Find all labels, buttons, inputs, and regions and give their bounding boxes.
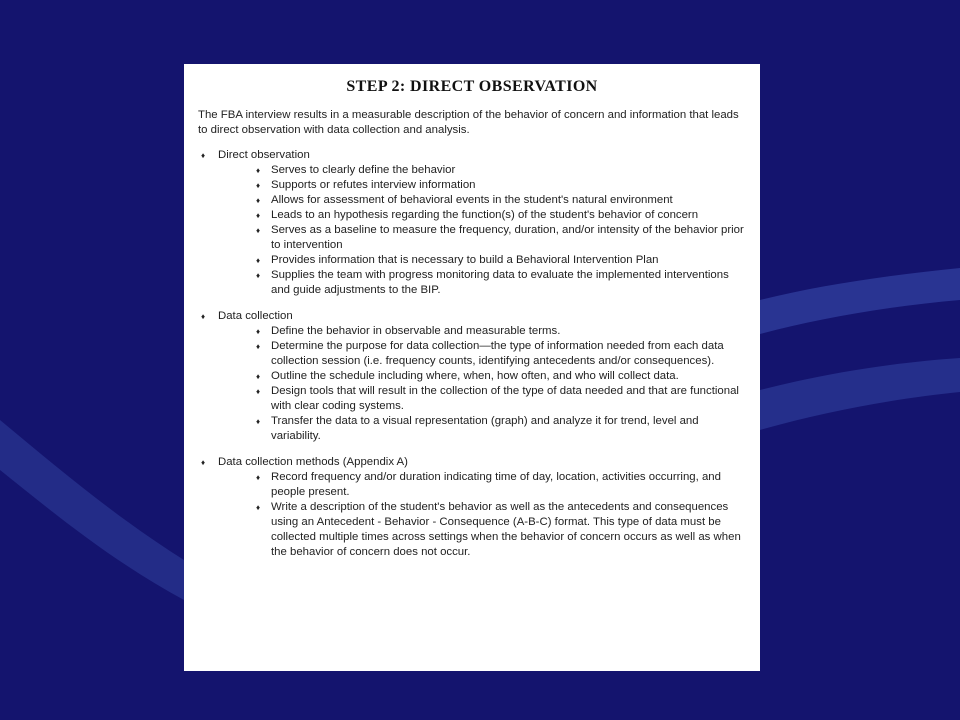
list-item: ♦ Transfer the data to a visual representation (graph) and analyze it for trend, level and variability. bbox=[256, 414, 746, 444]
list-item: ♦ Determine the purpose for data collection—the type of information needed from each data collection session (i.e. frequency counts, identifying antecedents and/or consequences). bbox=[256, 339, 746, 369]
list-item: ♦ Supports or refutes interview information bbox=[256, 178, 746, 193]
list-item: ♦ Serves as a baseline to measure the frequency, duration, and/or intensity of the behavior prior to intervention bbox=[256, 223, 746, 253]
list-item: ♦ Write a description of the student's behavior as well as the antecedents and consequences using an Antecedent - Behavior - Consequence (A-B-C) format. This type of data must be collected multiple times across settings when the behavior of concern occurs as well as when the behavior of concern does not occur. bbox=[256, 500, 746, 560]
document-page bbox=[184, 64, 760, 671]
list-item: ♦ Serves to clearly define the behavior bbox=[256, 163, 746, 178]
section-data-collection bbox=[198, 309, 746, 444]
bullet-list bbox=[198, 163, 746, 298]
list-item: ♦ Define the behavior in observable and measurable terms. bbox=[256, 324, 746, 339]
section-direct-observation bbox=[198, 148, 746, 298]
list-item: ♦ Provides information that is necessary to build a Behavioral Intervention Plan bbox=[256, 253, 746, 268]
list-item: ♦ Leads to an hypothesis regarding the function(s) of the student's behavior of concern bbox=[256, 208, 746, 223]
list-item: ♦ Outline the schedule including where, when, how often, and who will collect data. bbox=[256, 369, 746, 384]
section-heading: ♦ Data collection bbox=[198, 309, 746, 324]
section-data-collection-methods bbox=[198, 455, 746, 560]
intro-paragraph: The FBA interview results in a measurable description of the behavior of concern and information that leads to direct observation with data collection and analysis. bbox=[198, 109, 739, 136]
list-item: ♦ Record frequency and/or duration indicating time of day, location, activities occurring, and people present. bbox=[256, 470, 746, 500]
list-item: ♦ Allows for assessment of behavioral events in the student's natural environment bbox=[256, 193, 746, 208]
list-item: ♦ Design tools that will result in the collection of the type of data needed and that are functional with clear coding systems. bbox=[256, 384, 746, 414]
section-heading: ♦ Data collection methods (Appendix A) bbox=[198, 455, 746, 470]
section-heading: ♦ Direct observation bbox=[198, 148, 746, 163]
list-item: ♦ Supplies the team with progress monitoring data to evaluate the implemented interventions and guide adjustments to the BIP. bbox=[256, 268, 746, 298]
bullet-list bbox=[198, 470, 746, 560]
document-title: STEP 2: DIRECT OBSERVATION bbox=[346, 78, 598, 95]
bullet-list bbox=[198, 324, 746, 444]
